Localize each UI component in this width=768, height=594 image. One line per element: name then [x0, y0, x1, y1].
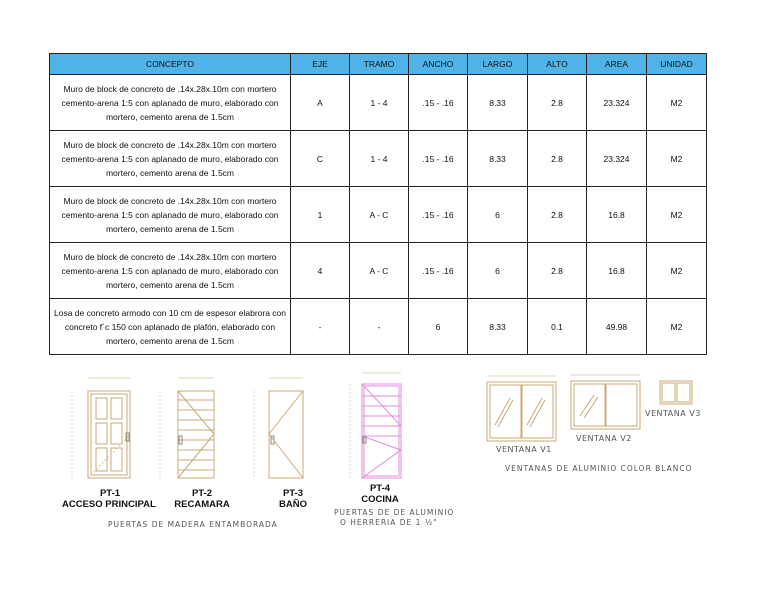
- door-pt4-drawing: [350, 373, 401, 478]
- aluminum-doors-caption-line2: O HERRERIA DE 1 ½": [340, 518, 438, 527]
- door-pt1-label: [62, 488, 156, 510]
- cell-largo: 8.33: [468, 75, 528, 131]
- cell-largo: 6: [468, 187, 528, 243]
- cell-eje: 1: [291, 187, 350, 243]
- window-v2-label: VENTANA V2: [576, 434, 632, 443]
- cell-eje: -: [291, 299, 350, 355]
- door-pt1-name: ACCESO PRINCIPAL: [62, 499, 156, 510]
- cell-area: 16.8: [587, 187, 647, 243]
- cell-eje: C: [291, 131, 350, 187]
- cell-alto: 2.8: [528, 243, 587, 299]
- cell-area: 23.324: [587, 75, 647, 131]
- door-pt4-name: COCINA: [361, 494, 399, 505]
- door-pt4-label: [352, 483, 408, 505]
- cell-unidad: M2: [647, 75, 707, 131]
- window-v1-label: VENTANA V1: [496, 445, 552, 454]
- door-pt4-code: PT-4: [369, 483, 391, 494]
- header-eje: EJE: [291, 54, 350, 75]
- cell-ancho: .15 - .16: [409, 187, 468, 243]
- wood-doors-caption: PUERTAS DE MADERA ENTAMBORADA: [108, 520, 278, 529]
- cell-area: 49.98: [587, 299, 647, 355]
- cell-area: 16.8: [587, 243, 647, 299]
- door-pt3-code: PT-3: [282, 488, 304, 499]
- cell-tramo: A - C: [350, 243, 409, 299]
- door-pt3-name: BAÑO: [279, 499, 307, 510]
- door-pt2-label: [172, 488, 232, 510]
- cell-concepto: Muro de block de concreto de .14x.28x.10m con mortero cemento-arena 1:5 con aplanado de muro, elaborado con mortero, cemento arena de 1.5cm: [50, 75, 291, 131]
- door-pt3-label: [271, 488, 315, 510]
- window-v1-drawing: [487, 376, 556, 441]
- door-pt2-drawing: [160, 378, 214, 478]
- cell-unidad: M2: [647, 299, 707, 355]
- cell-tramo: 1 - 4: [350, 131, 409, 187]
- cell-largo: 8.33: [468, 131, 528, 187]
- window-v2-drawing: [571, 375, 640, 429]
- door-pt2-code: PT-2: [191, 488, 213, 499]
- cell-alto: 2.8: [528, 187, 587, 243]
- door-pt1-code: PT-1: [99, 488, 121, 499]
- cell-tramo: 1 - 4: [350, 75, 409, 131]
- cell-unidad: M2: [647, 131, 707, 187]
- header-concepto: CONCEPTO: [50, 54, 291, 75]
- door-pt3-drawing: [254, 378, 303, 478]
- door-pt1-drawing: [72, 378, 130, 478]
- header-alto: ALTO: [528, 54, 587, 75]
- door-pt2-name: RECAMARA: [174, 499, 230, 510]
- window-v3-drawing: [660, 381, 692, 404]
- cell-ancho: 6: [409, 299, 468, 355]
- cell-alto: 2.8: [528, 131, 587, 187]
- cell-largo: 8.33: [468, 299, 528, 355]
- window-v3-label: VENTANA V3: [645, 409, 701, 418]
- cell-concepto: Muro de block de concreto de .14x.28x.10m con mortero cemento-arena 1:5 con aplanado de muro, elaborado con mortero, cemento arena de 1.5cm: [50, 187, 291, 243]
- header-unidad: UNIDAD: [647, 54, 707, 75]
- windows-caption: VENTANAS DE ALUMINIO COLOR BLANCO: [505, 464, 693, 473]
- cell-alto: 2.8: [528, 75, 587, 131]
- cell-alto: 0.1: [528, 299, 587, 355]
- cell-eje: A: [291, 75, 350, 131]
- cell-area: 23.324: [587, 131, 647, 187]
- cell-unidad: M2: [647, 243, 707, 299]
- header-area: AREA: [587, 54, 647, 75]
- cell-eje: 4: [291, 243, 350, 299]
- cell-largo: 6: [468, 243, 528, 299]
- header-ancho: ANCHO: [409, 54, 468, 75]
- header-largo: LARGO: [468, 54, 528, 75]
- cell-tramo: A - C: [350, 187, 409, 243]
- cell-unidad: M2: [647, 187, 707, 243]
- cell-concepto: Muro de block de concreto de .14x.28x.10m con mortero cemento-arena 1:5 con aplanado de muro, elaborado con mortero, cemento arena de 1.5cm: [50, 243, 291, 299]
- cell-concepto: Losa de concreto armodo con 10 cm de espesor elabrora con concreto f´c 150 con aplanado de plafón, elaborado con mortero, cemento arena de 1.5cm: [50, 299, 291, 355]
- cell-ancho: .15 - .16: [409, 75, 468, 131]
- cell-ancho: .15 - .16: [409, 243, 468, 299]
- aluminum-doors-caption-line1: PUERTAS DE DE ALUMINIO: [334, 508, 455, 517]
- cell-ancho: .15 - .16: [409, 131, 468, 187]
- cell-concepto: Muro de block de concreto de .14x.28x.10m con mortero cemento-arena 1:5 con aplanado de muro, elaborado con mortero, cemento arena de 1.5cm: [50, 131, 291, 187]
- cell-tramo: -: [350, 299, 409, 355]
- header-tramo: TRAMO: [350, 54, 409, 75]
